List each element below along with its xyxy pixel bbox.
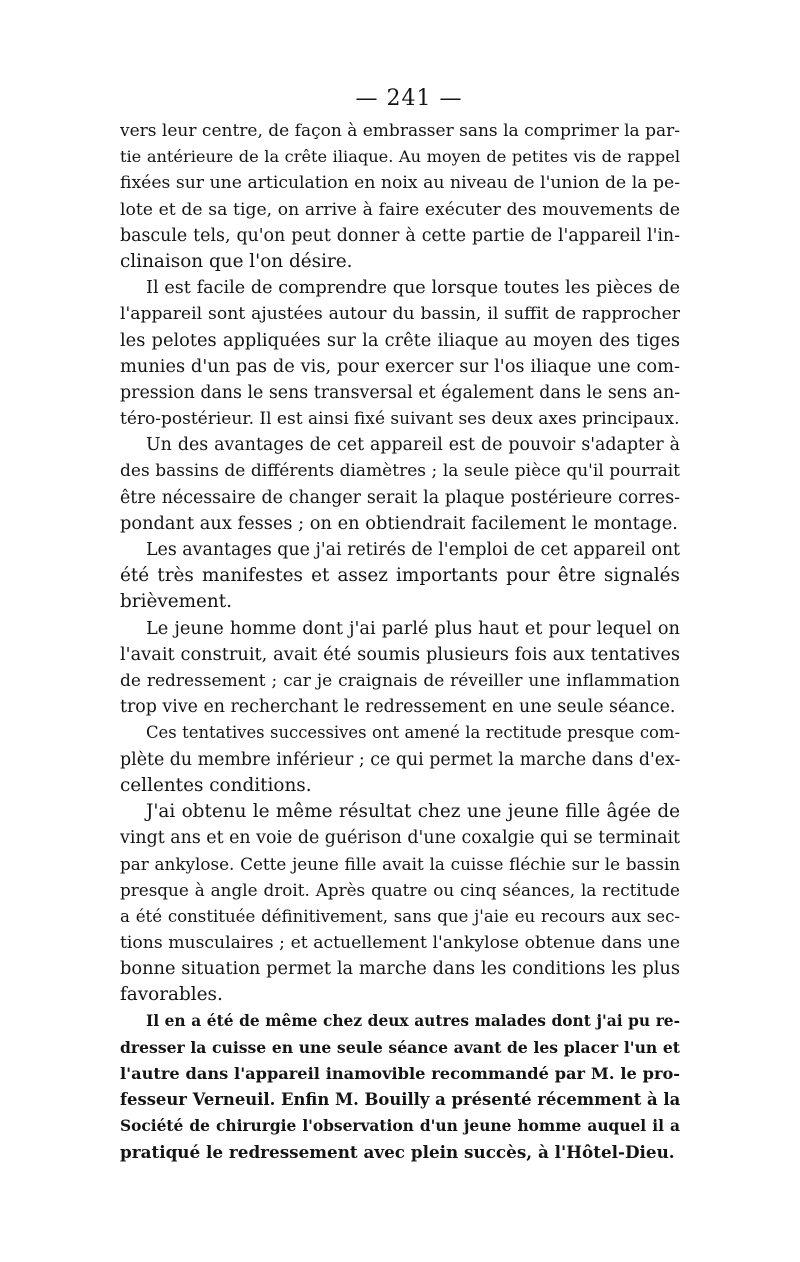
- text-line: presque à angle droit. Après quatre ou cinq séances, la rectitude: [120, 880, 680, 901]
- text-line: favorables.: [120, 984, 223, 1006]
- text-line: téro-postérieur. Il est ainsi fixé suivant ses deux axes principaux.: [120, 409, 680, 430]
- text-line: trop vive en recherchant le redressement en une seule séance.: [120, 697, 676, 718]
- body-text: [120, 118, 680, 1166]
- text-line: lote et de sa tige, on arrive à faire exécuter des mouvements de: [120, 199, 680, 220]
- text-line: tions musculaires ; et actuellement l'ankylose obtenue dans une: [120, 932, 680, 953]
- text-line: bascule tels, qu'on peut donner à cette partie de l'appareil l'in-: [120, 225, 680, 246]
- text-line: dresser la cuisse en une seule séance avant de les placer l'un et: [120, 1037, 680, 1057]
- text-line: a été constituée définitivement, sans que j'aie eu recours aux sec-: [120, 906, 680, 926]
- text-line: par ankylose. Cette jeune fille avait la cuisse fléchie sur le bassin: [120, 854, 680, 875]
- text-line: l'appareil sont ajustées autour du bassin, il suffit de rapprocher: [120, 304, 680, 325]
- text-line: cellentes conditions.: [120, 774, 312, 796]
- text-line: pondant aux fesses ; on en obtiendrait facilement le montage.: [120, 512, 678, 534]
- text-line: fixées sur une articulation en noix au niveau de l'union de la pe-: [120, 173, 680, 194]
- paragraph-first-line: Ces tentatives successives ont amené la rectitude presque com-: [146, 723, 680, 743]
- paragraph-first-line: Les avantages que j'ai retirés de l'emploi de cet appareil ont: [146, 540, 681, 560]
- text-line: pratiqué le redressement avec plein succès, à l'Hôtel-Dieu.: [120, 1142, 675, 1163]
- paragraph-first-line: Le jeune homme dont j'ai parlé plus haut et pour lequel on: [146, 617, 680, 639]
- text-line: de redressement ; car je craignais de réveiller une inflammation: [120, 670, 680, 691]
- page-number: — 241 —: [355, 86, 463, 111]
- text-line: plète du membre inférieur ; ce qui permet la marche dans d'ex-: [120, 749, 681, 770]
- text-line: l'autre dans l'appareil inamovible recommandé par M. le pro-: [120, 1063, 680, 1083]
- text-line: les pelotes appliquées sur la crête iliaque au moyen des tiges: [120, 329, 680, 351]
- text-line: brièvement.: [120, 591, 233, 613]
- paragraph-first-line: Il en a été de même chez deux autres malades dont j'ai pu re-: [146, 1012, 680, 1031]
- text-line: pression dans le sens transversal et également dans le sens an-: [120, 382, 681, 403]
- text-line: vingt ans et en voie de guérison d'une coxalgie qui se terminait: [120, 828, 680, 849]
- text-line: été très manifestes et assez importants pour être signalés: [120, 565, 680, 587]
- text-line: munies d'un pas de vis, pour exercer sur l'os iliaque une com-: [120, 355, 680, 377]
- text-line: être nécessaire de changer serait la plaque postérieure corres-: [120, 487, 680, 508]
- text-line: clinaison que l'on désire.: [120, 250, 353, 272]
- text-line: vers leur centre, de façon à embrasser sans la comprimer la par-: [120, 121, 680, 141]
- paragraph-first-line: Un des avantages de cet appareil est de pouvoir s'adapter à: [146, 435, 680, 456]
- text-line: tie antérieure de la crête iliaque. Au moyen de petites vis de rappel: [120, 147, 680, 167]
- text-line: des bassins de différents diamètres ; la seule pièce qu'il pourrait: [120, 461, 680, 482]
- text-line: bonne situation permet la marche dans les conditions les plus: [120, 958, 680, 979]
- text-line: fesseur Verneuil. Enfin M. Bouilly a présenté récemment à la: [120, 1089, 681, 1109]
- paragraph-first-line: J'ai obtenu le même résultat chez une jeune fille âgée de: [146, 800, 680, 822]
- text-line: Société de chirurgie l'observation d'un jeune homme auquel il a: [120, 1117, 680, 1136]
- paragraph-first-line: Il est facile de comprendre que lorsque toutes les pièces de: [146, 278, 680, 299]
- text-line: l'avait construit, avait été soumis plusieurs fois aux tentatives: [120, 643, 680, 665]
